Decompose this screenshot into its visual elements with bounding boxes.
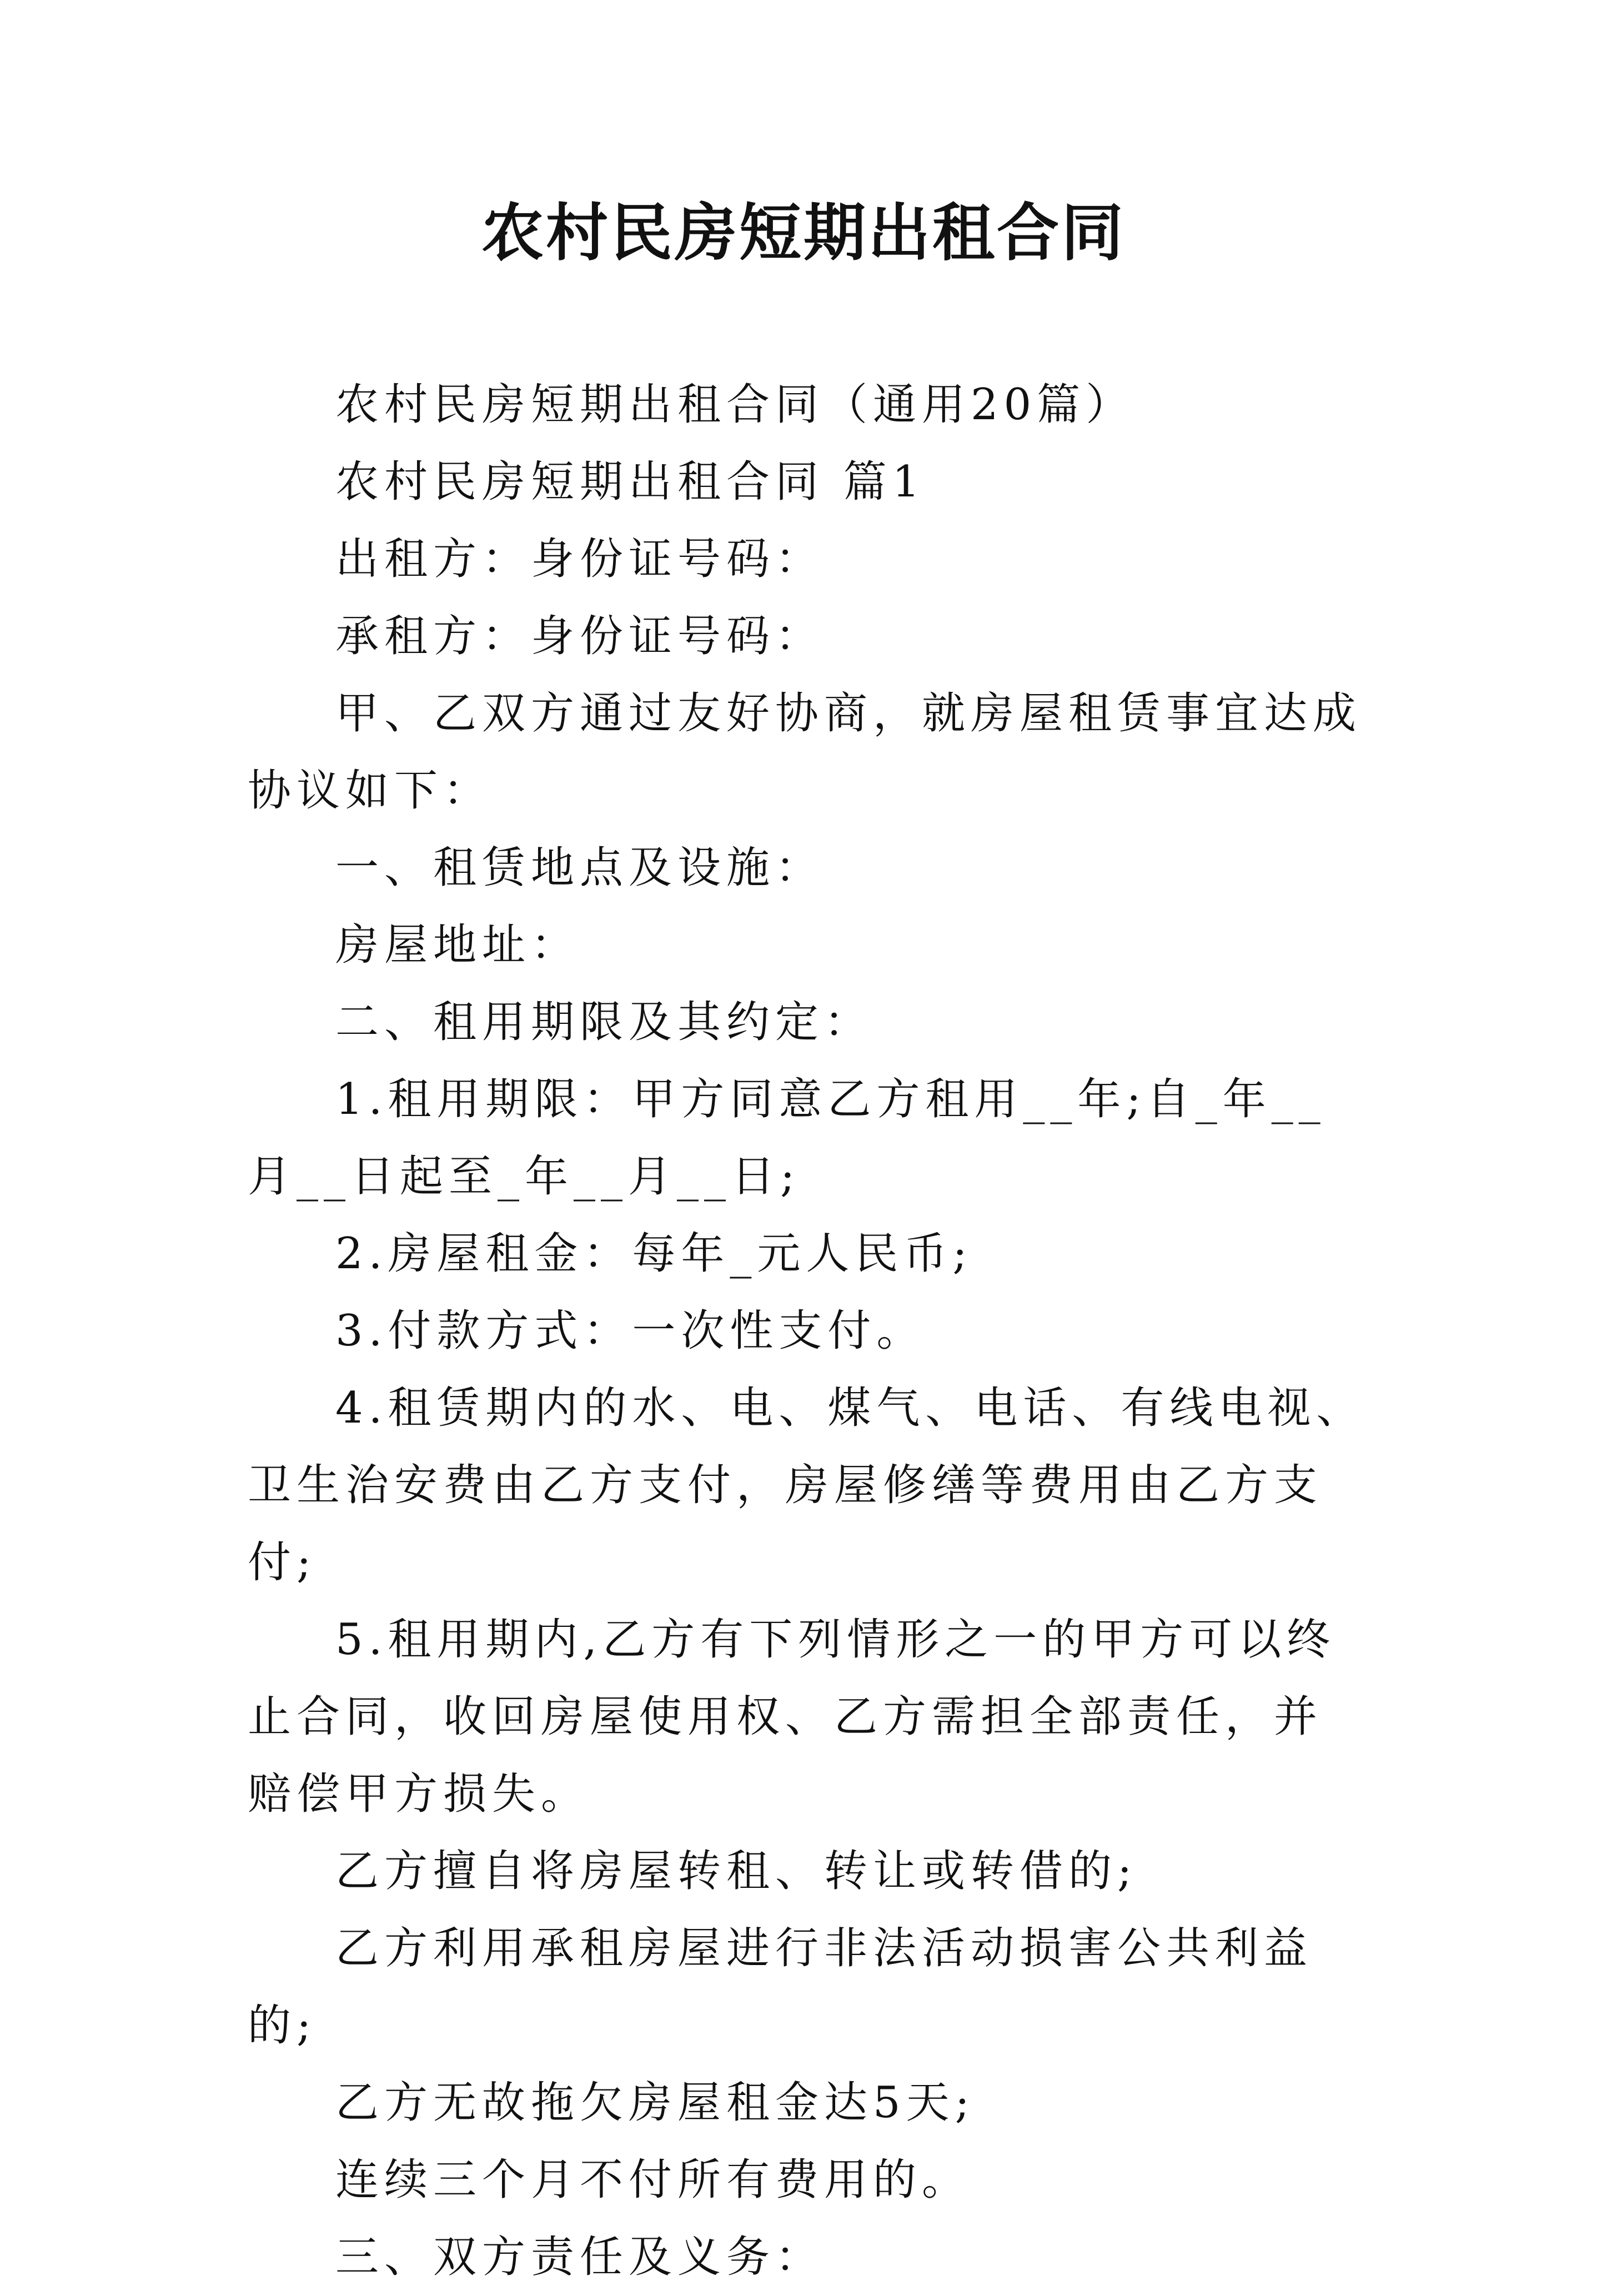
paragraph: 农村民房短期出租合同（通用20篇）	[335, 380, 1135, 430]
paragraph: 1.租用期限：甲方同意乙方租用__年;自_年__月__日起至_年__月__日;	[248, 1074, 1326, 1202]
paragraph: 二、租用期限及其约定：	[335, 997, 873, 1047]
paragraph: 承租方：身份证号码：	[335, 611, 825, 661]
paragraph: 连续三个月不付所有费用的。	[335, 2155, 971, 2205]
document-title: 农村民房短期出租合同	[481, 197, 1126, 269]
paragraph: 甲、乙双方通过友好协商，就房屋租赁事宜达成协议如下：	[248, 689, 1362, 816]
paragraph: 乙方无故拖欠房屋租金达5天;	[335, 2078, 975, 2128]
paragraph: 一、租赁地点及设施：	[335, 843, 825, 893]
paragraph: 农村民房短期出租合同 篇1	[335, 457, 926, 507]
paragraph: 4.租赁期内的水、电、煤气、电话、有线电视、卫生治安费由乙方支付，房屋修缮等费用由乙方支付;	[248, 1383, 1365, 1587]
paragraph: 5.租用期内,乙方有下列情形之一的甲方可以终止合同，收回房屋使用权、乙方需担全部责任，并赔偿甲方损失。	[248, 1615, 1336, 1819]
paragraph: 三、双方责任及义务：	[335, 2232, 825, 2282]
paragraph: 房屋地址：	[335, 920, 580, 970]
paragraph: 乙方利用承租房屋进行非法活动损害公共利益的;	[248, 1923, 1313, 2051]
paragraph: 2.房屋租金：每年_元人民币;	[335, 1229, 973, 1279]
paragraph: 出租方：身份证号码：	[335, 534, 825, 584]
paragraph: 3.付款方式：一次性支付。	[335, 1306, 926, 1356]
document-body	[248, 366, 1369, 2296]
paragraph: 乙方擅自将房屋转租、转让或转借的;	[335, 1846, 1138, 1896]
